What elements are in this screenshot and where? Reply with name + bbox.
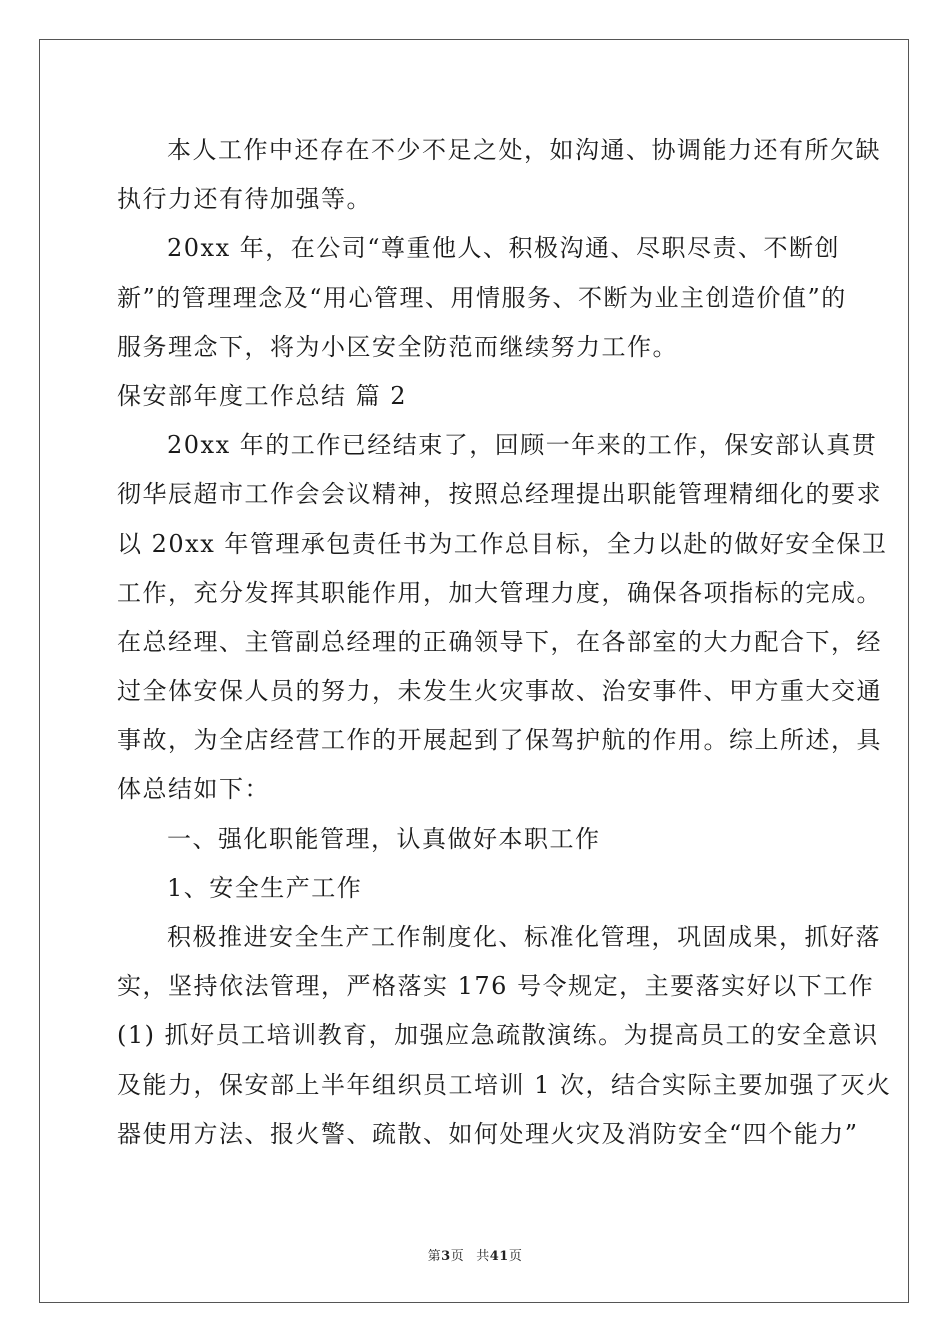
subsection-heading: 1、安全生产工作 xyxy=(167,873,363,902)
document-body xyxy=(117,126,892,1159)
paragraph-line: (1) 抓好员工培训教育，加强应急疏散演练。为提高员工的安全意识 xyxy=(117,1021,879,1050)
paragraph-line: 20xx 年的工作已经结束了，回顾一年来的工作，保安部认真贯 xyxy=(167,431,878,460)
total-suffix: 页 xyxy=(508,1249,523,1264)
paragraph-line: 工作，充分发挥其职能作用，加大管理力度，确保各项指标的完成。 xyxy=(117,578,882,607)
page-suffix: 页 xyxy=(450,1249,465,1264)
paragraph-line: 本人工作中还存在不少不足之处，如沟通、协调能力还有所欠缺 xyxy=(167,136,881,164)
total-page-number: 41 xyxy=(489,1249,509,1264)
section-heading: 保安部年度工作总结 篇 2 xyxy=(117,381,408,410)
paragraph-line: 过全体安保人员的努力，未发生火灾事故、治安事件、甲方重大交通 xyxy=(117,677,882,706)
current-page-number: 3 xyxy=(441,1249,451,1264)
paragraph-line: 及能力，保安部上半年组织员工培训 1 次，结合实际主要加强了灭火 xyxy=(117,1070,892,1099)
total-prefix: 共 xyxy=(476,1249,490,1264)
paragraph-line: 器使用方法、报火警、疏散、如何处理火灾及消防安全“四个能力” xyxy=(117,1119,859,1148)
subsection-heading: 一、强化职能管理，认真做好本职工作 xyxy=(167,824,601,853)
paragraph-line: 执行力还有待加强等。 xyxy=(117,185,372,214)
paragraph-line: 服务理念下，将为小区安全防范而继续努力工作。 xyxy=(117,332,678,361)
paragraph-line: 事故，为全店经营工作的开展起到了保驾护航的作用。综上所述，具 xyxy=(117,726,882,755)
paragraph-line: 体总结如下： xyxy=(117,775,270,804)
paragraph-line: 以 20xx 年管理承包责任书为工作总目标，全力以赴的做好安全保卫 xyxy=(117,529,888,558)
page-footer xyxy=(0,1245,950,1264)
paragraph-line: 在总经理、主管副总经理的正确领导下，在各部室的大力配合下，经 xyxy=(117,627,882,656)
paragraph-line: 新”的管理理念及“用心管理、用情服务、不断为业主创造价值”的 xyxy=(117,283,847,312)
paragraph-line: 彻华辰超市工作会会议精神，按照总经理提出职能管理精细化的要求 xyxy=(117,480,882,509)
paragraph-line: 20xx 年，在公司“尊重他人、积极沟通、尽职尽责、不断创 xyxy=(167,234,841,263)
paragraph-line: 积极推进安全生产工作制度化、标准化管理，巩固成果，抓好落 xyxy=(167,923,881,951)
paragraph-line: 实，坚持依法管理，严格落实 176 号令规定，主要落实好以下工作 xyxy=(117,972,875,1001)
page-prefix: 第 xyxy=(427,1249,442,1264)
